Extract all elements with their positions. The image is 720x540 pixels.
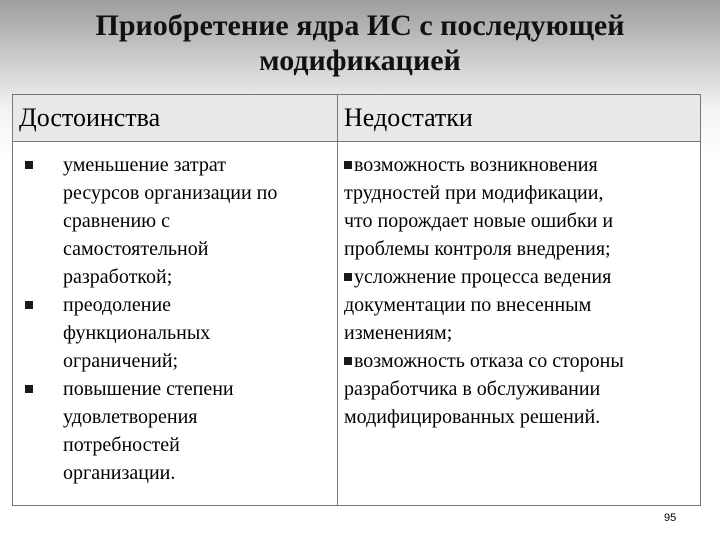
disadvantage-line: изменениям; [344, 322, 453, 344]
advantage-item [13, 375, 335, 487]
disadvantage-line: трудностей при модификации, [344, 182, 604, 204]
disadvantage-line-text: усложнение процесса ведения [354, 266, 612, 288]
square-bullet-icon [25, 385, 33, 393]
disadvantage-line: разработчика в обслуживании [344, 378, 601, 400]
disadvantage-line: документации по внесенным [344, 294, 592, 316]
advantage-line: ограничений; [63, 350, 179, 372]
advantage-line: уменьшение затрат [63, 154, 226, 176]
advantage-item [13, 151, 335, 291]
slide-title-line-1: Приобретение ядра ИС с последующей [95, 9, 625, 42]
advantage-line: разработкой; [63, 266, 173, 288]
disadvantage-line-text: возможность возникновения [354, 154, 598, 176]
slide-title [20, 8, 700, 78]
table-header-row [13, 95, 700, 142]
square-bullet-icon [25, 161, 33, 169]
square-bullet-icon [344, 273, 352, 281]
disadvantage-item [344, 263, 696, 347]
advantage-line: преодоление [63, 294, 172, 316]
advantage-line: повышение степени [63, 378, 234, 400]
slide-title-line-2: модификацией [259, 44, 461, 77]
advantage-line: удовлетворения [63, 406, 198, 428]
column-divider [337, 95, 338, 505]
advantage-line: функциональных [63, 322, 211, 344]
disadvantage-line: что порождает новые ошибки и [344, 210, 614, 232]
disadvantage-line-text: возможность отказа со стороны [354, 350, 624, 372]
page-number: 95 [664, 512, 677, 524]
disadvantage-line [344, 263, 692, 291]
disadvantage-item [344, 347, 696, 431]
advantage-line: сравнению с [63, 210, 171, 232]
header-advantages: Достоинства [19, 103, 161, 132]
disadvantage-line: модифицированных решений. [344, 406, 601, 428]
advantages-list [13, 151, 335, 487]
disadvantage-item [344, 151, 696, 263]
header-disadvantages: Недостатки [344, 103, 473, 132]
advantage-line: потребностей [63, 434, 180, 456]
disadvantage-line [344, 151, 692, 179]
advantage-line: самостоятельной [63, 238, 209, 260]
square-bullet-icon [344, 161, 352, 169]
advantage-item [13, 291, 335, 375]
advantage-line: ресурсов организации по [63, 182, 278, 204]
disadvantage-line [344, 347, 692, 375]
disadvantages-list [344, 151, 696, 431]
comparison-table [12, 94, 701, 506]
disadvantage-line: проблемы контроля внедрения; [344, 238, 611, 260]
square-bullet-icon [25, 301, 33, 309]
square-bullet-icon [344, 357, 352, 365]
advantage-line: организации. [63, 462, 176, 484]
